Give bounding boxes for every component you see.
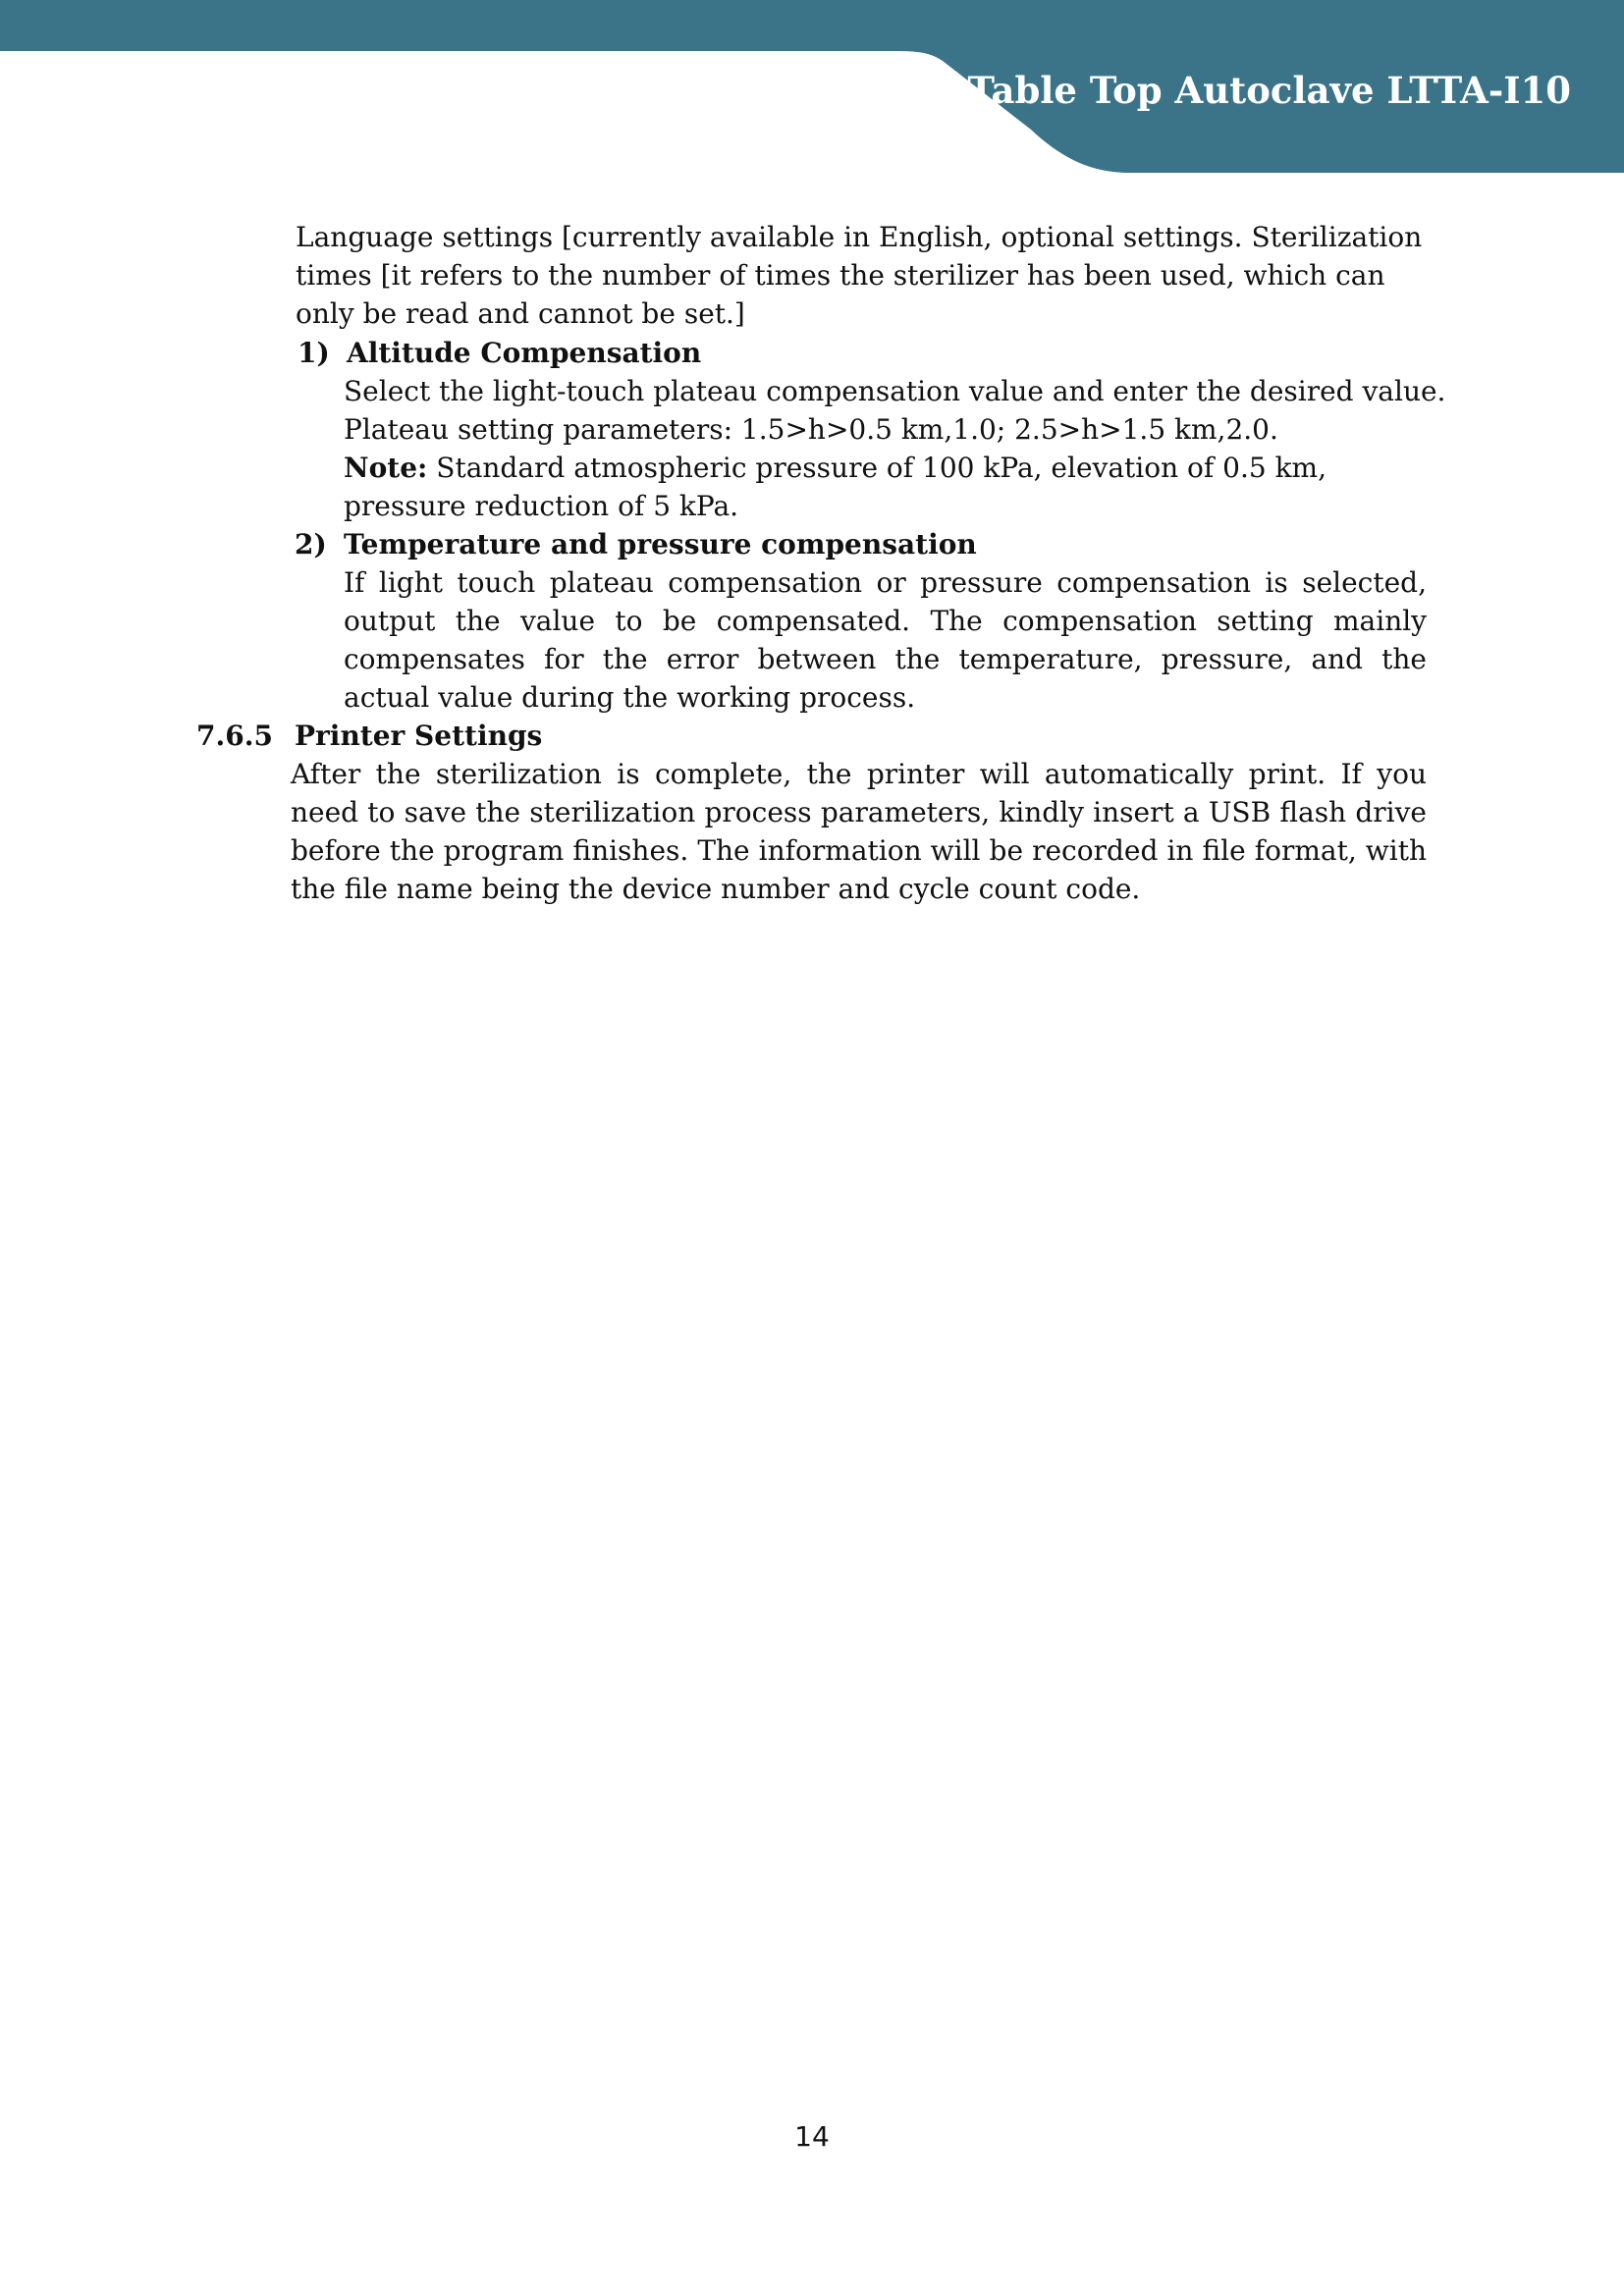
item-number: 1) — [298, 337, 330, 369]
item-heading-temperature-pressure-compensation — [295, 525, 977, 563]
compensation-paragraph: If light touch plateau compensation or pressure compensation is selected, output the value to be compensated. The compensation setting mainly compensates for the error between the temperature, pressure, and the actual value during the working process. — [344, 566, 1427, 714]
altitude-note — [344, 449, 1427, 525]
altitude-line-2: Plateau setting parameters: 1.5>h>0.5 km,1.0; 2.5>h>1.5 km,2.0. — [344, 413, 1278, 446]
page-number: 14 — [794, 2120, 830, 2153]
intro-paragraph: Language settings [currently available in English, optional settings. Sterilization times [it refers to the number of times the sterilizer has been used, which can only be read and cannot be set.] — [296, 221, 1423, 330]
altitude-line-1: Select the light-touch plateau compensation value and enter the desired value. — [344, 375, 1446, 407]
section-title: Printer Settings — [295, 720, 543, 752]
section-number: 7.6.5 — [196, 720, 273, 752]
document-title: Table Top Autoclave LTTA-I10 — [967, 69, 1571, 112]
note-text: Standard atmospheric pressure of 100 kPa, elevation of 0.5 km, pressure reduction of 5 kPa. — [344, 452, 1327, 522]
note-label: Note: — [344, 452, 428, 484]
item-heading-altitude-compensation — [298, 334, 701, 372]
item-title: Temperature and pressure compensation — [344, 528, 977, 561]
item-title: Altitude Compensation — [347, 337, 702, 369]
printer-settings-paragraph: After the sterilization is complete, the printer will automatically print. If you need to save the sterilization process parameters, kindly insert a USB flash drive before the program finishes. The information will be recorded in file format, with the file name being the device number and cycle count code. — [291, 758, 1427, 905]
item-number: 2) — [295, 528, 327, 561]
section-heading-printer-settings — [196, 717, 542, 755]
